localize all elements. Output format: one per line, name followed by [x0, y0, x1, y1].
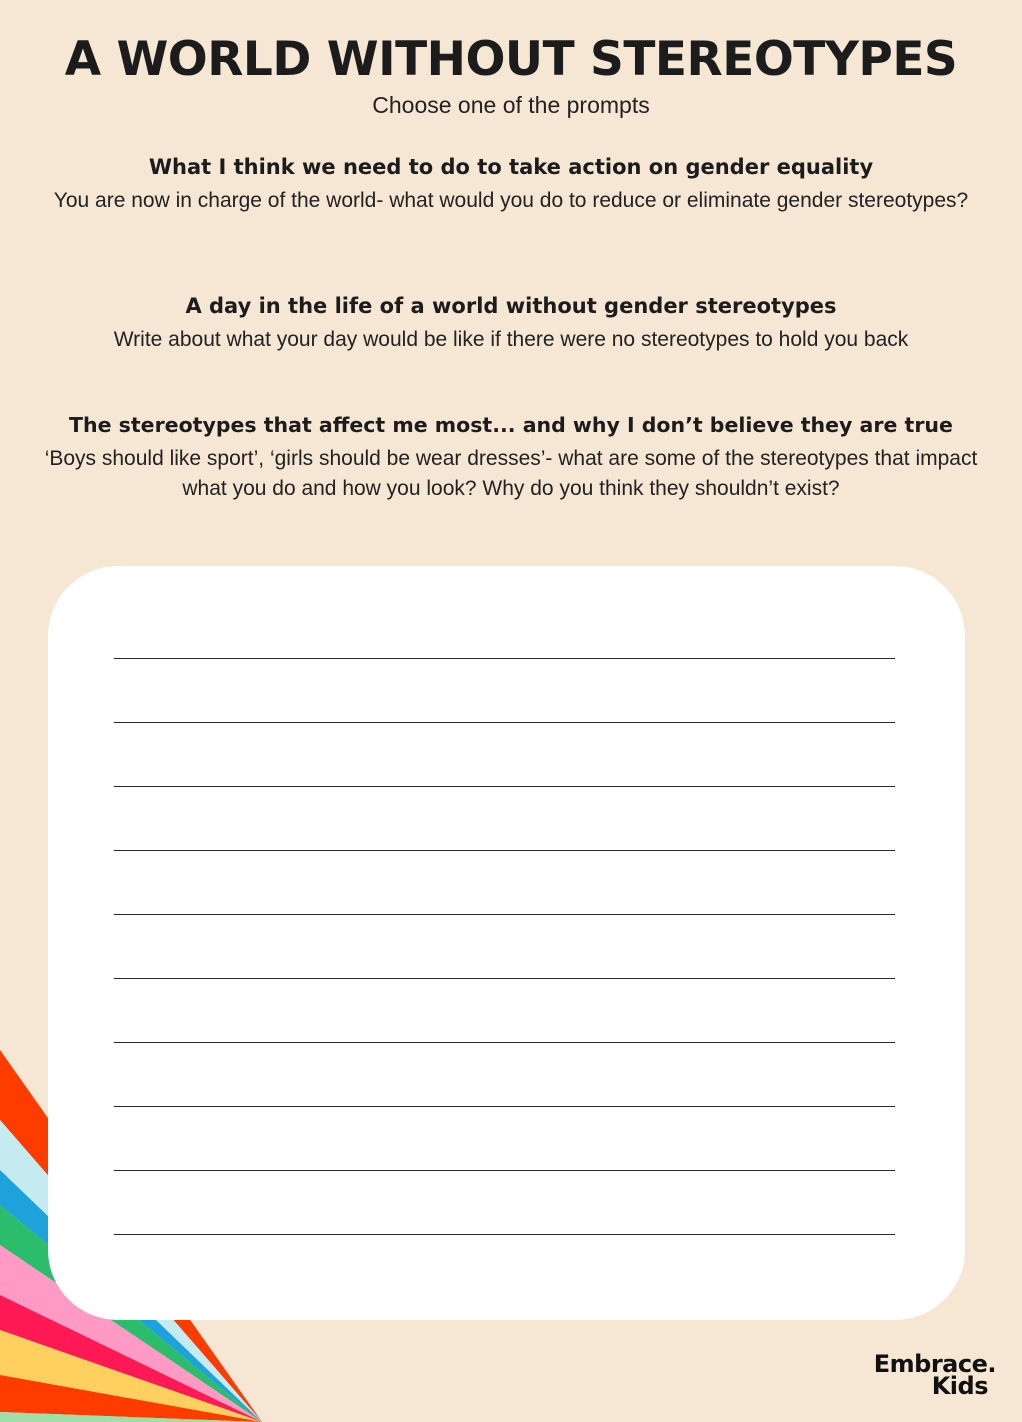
writing-line[interactable] [114, 850, 895, 851]
writing-line[interactable] [114, 1234, 895, 1235]
logo-text-embrace: Embrace. [873, 1350, 996, 1378]
writing-line[interactable] [114, 722, 895, 723]
page-subtitle: Choose one of the prompts [372, 92, 650, 118]
writing-line[interactable] [114, 786, 895, 787]
writing-line[interactable] [114, 1042, 895, 1043]
writing-line[interactable] [114, 1170, 895, 1171]
writing-line[interactable] [114, 1106, 895, 1107]
writing-line[interactable] [114, 914, 895, 915]
page-title: A WORLD WITHOUT STEREOTYPES [64, 32, 958, 87]
writing-area[interactable] [48, 566, 965, 1320]
prompt-2 [50, 291, 972, 355]
prompt-body: You are now in charge of the world- what would you do to reduce or eliminate gender stereotypes? [53, 189, 969, 212]
writing-line[interactable] [114, 978, 895, 979]
embrace-kids-logo [856, 1350, 996, 1400]
prompt-heading: The stereotypes that affect me most... and why I don’t believe they are true [69, 413, 953, 437]
prompt-body: Write about what your day would be like if there were no stereotypes to hold you back [113, 328, 909, 351]
prompt-heading: What I think we need to do to take action on gender equality [148, 155, 874, 179]
logo-text-kids: Kids [931, 1372, 988, 1400]
prompt-3 [40, 410, 982, 504]
prompt-body: ‘Boys should like sport’, ‘girls should be wear dresses’- what are some of the stereotypes that impact what you do and how you look? Why do you think they shouldn’t exist? [44, 447, 978, 500]
prompt-heading: A day in the life of a world without gender stereotypes [185, 294, 837, 318]
prompt-1 [50, 152, 972, 216]
writing-line[interactable] [114, 658, 895, 659]
